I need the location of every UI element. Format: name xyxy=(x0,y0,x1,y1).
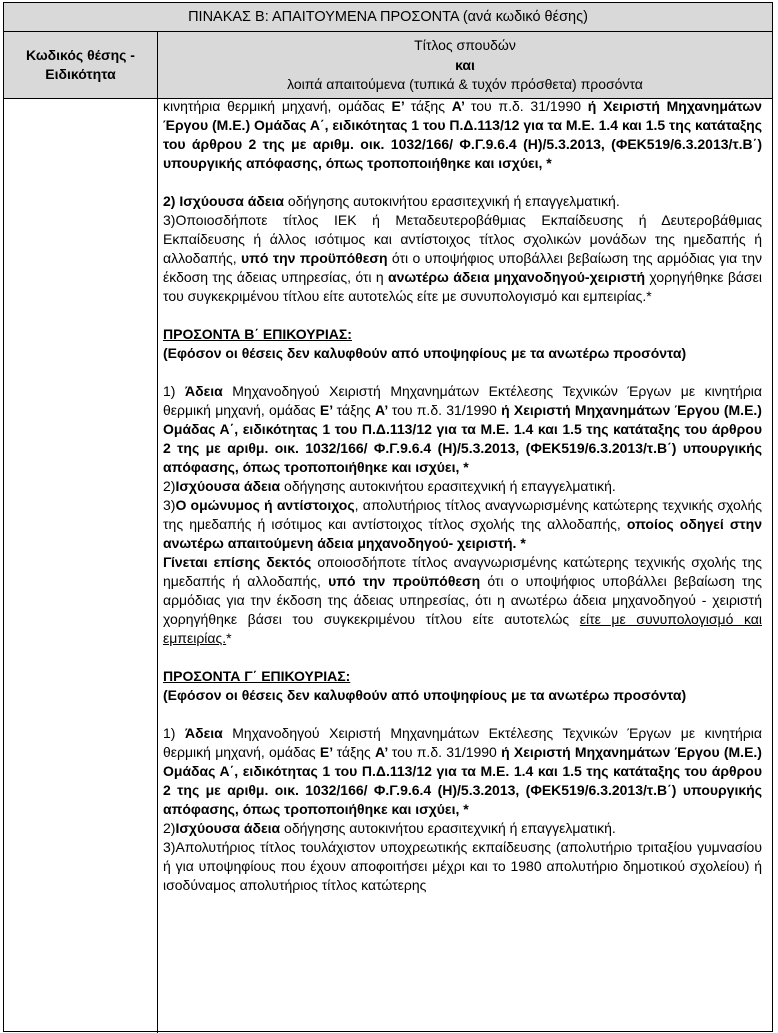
text-run: ή Χειριστή Μηχανημάτων Έργου (Μ.Ε.) Ομάδας Α΄, ειδικότητας 1 του Π.Δ.113/12 για τα Μ.Ε. 1.4 και 1.5 της κατάταξης του άρθρου 2 της με αριθμ. οικ. 1032/166/ Φ.Γ.9.6.4 (Η)/5.3.2013, (ΦΕΚ519/6.3.2013/τ.Β΄) υπουργικής απόφασης, όπως τροποποιήθηκε και ισχύει, * xyxy=(163,402,762,475)
paragraph-licence-continued xyxy=(163,97,762,173)
text-run: ή Χειριστή Μηχανημάτων Έργου (Μ.Ε.) Ομάδας Α΄, ειδικότητας 1 του Π.Δ.113/12 για τα Μ.Ε. 1.4 και 1.5 της κατάταξης του άρθρου 2 της με αριθμ. οικ. 1032/166/ Φ.Γ.9.6.4 (Η)/5.3.2013, (ΦΕΚ519/6.3.2013/τ.Β΄) υπουργικής απόφασης, όπως τροποποιήθηκε και ισχύει, * xyxy=(163,98,762,171)
text-run: ότι ο υποψήφιος υποβάλλει βεβαίωση της αρμόδιας για την έκδοση της άδειας υπηρεσίας, ότι η xyxy=(163,250,762,285)
text-run: 2) xyxy=(163,820,176,836)
text-run: Άδεια xyxy=(184,725,223,741)
b-item-1 xyxy=(163,382,762,477)
table-header-row xyxy=(4,32,772,99)
text-run: χορηγήθηκε βάσει του συγκεκριμένου τίτλου είτε αυτοτελώς είτε με συνυπολογισμό και εμπειρίας.* xyxy=(163,269,762,304)
text-run: Μηχανοδηγού Χειριστή Μηχανημάτων Εκτέλεσης Τεχνικών Έργων με κινητήρια θερμική μηχανή, ομάδας xyxy=(163,725,762,760)
text-run: 3) xyxy=(163,839,176,855)
section-heading-b: ΠΡΟΣΟΝΤΑ Β΄ ΕΠΙΚΟΥΡΙΑΣ: xyxy=(163,326,352,342)
header-line-1: Τίτλος σπουδών xyxy=(414,37,516,53)
text-run: τάξης xyxy=(336,402,376,418)
text-run: Ισχύουσα άδεια xyxy=(175,820,281,836)
header-line-2: και xyxy=(455,56,475,73)
column-header-position-code: Κωδικός θέσης - Ειδικότητα xyxy=(26,47,135,82)
c-item-3 xyxy=(163,838,762,895)
text-run: του π.δ. 31/1990 xyxy=(391,402,502,418)
paragraph-driving-licence xyxy=(163,192,762,211)
text-run: Ισχύουσα άδεια xyxy=(179,193,285,209)
text-run: οποίος οδηγεί στην ανωτέρω απαιτούμενη άδεια μηχανοδηγού- χειριστή. * xyxy=(163,516,763,551)
text-run: του π.δ. 31/1990 xyxy=(470,98,588,114)
b-item-3 xyxy=(163,496,762,553)
text-run: Ε’ xyxy=(319,402,337,418)
table-title: ΠΙΝΑΚΑΣ Β: ΑΠΑΙΤΟΥΜΕΝΑ ΠΡΟΣΟΝΤΑ (ανά κωδικό θέσης) xyxy=(4,3,772,32)
text-run: Α’ xyxy=(375,402,392,418)
c-item-2 xyxy=(163,819,762,838)
text-run: ανωτέρω άδεια μηχανοδηγού-χειριστή xyxy=(387,269,646,285)
text-run: ότι ο υποψήφιος υποβάλλει βεβαίωση της αρμόδιας για την έκδοση της άδειας υπηρεσίας, ότι η ανωτέρω άδεια μηχανοδηγού - χειριστή χορηγήθηκε βάσει του συγκεκριμένου τίτλου είτε αυτοτελώς xyxy=(163,573,762,627)
text-run: Ο ομώνυμος ή αντίστοιχος xyxy=(175,497,355,513)
text-run: * xyxy=(226,630,232,646)
text-run: τάξης xyxy=(410,98,452,114)
text-run: 1) xyxy=(163,725,185,741)
text-run: οδήγησης αυτοκινήτου ερασιτεχνική ή επαγγελματική. xyxy=(284,193,620,209)
text-run: οδήγησης αυτοκινήτου ερασιτεχνική ή επαγγελματική. xyxy=(280,478,616,494)
column-divider xyxy=(157,32,158,1033)
text-run: Μηχανοδηγού Χειριστή Μηχανημάτων Εκτέλεσης Τεχνικών Έργων με κινητήρια θερμική μηχανή, ομάδας xyxy=(163,383,762,418)
text-run: 2) xyxy=(163,478,176,494)
text-run: του π.δ. 31/1990 xyxy=(391,744,502,760)
text-run: Ε’ xyxy=(391,98,411,114)
b-item-4 xyxy=(163,553,762,648)
header-divider xyxy=(157,32,158,98)
text-run: 3)Οποιοσδήποτε τίτλος ΙΕΚ ή Μεταδευτεροβάθμιας Εκπαίδευσης ή Δευτεροβάθμιας Εκπαίδευσης ή άλλος ισότιμος και αντίστοιχος τίτλος σχολικών μονάδων της ημεδαπής ή αλλοδαπής, xyxy=(163,212,762,266)
text-run: Γίνεται επίσης δεκτός xyxy=(163,554,312,570)
c-item-1 xyxy=(163,724,762,819)
section-heading-c: ΠΡΟΣΟΝΤΑ Γ΄ ΕΠΙΚΟΥΡΙΑΣ: xyxy=(163,668,351,684)
text-run: Α’ xyxy=(451,98,471,114)
b-item-2 xyxy=(163,477,762,496)
header-line-3: λοιπά απαιτούμενα (τυπικά & τυχόν πρόσθετα) προσόντα xyxy=(287,76,643,92)
text-run: 3) xyxy=(163,497,176,513)
text-run: Ε’ xyxy=(319,744,337,760)
text-run: υπό την προϋπόθεση xyxy=(328,573,481,589)
text-run: 2) xyxy=(163,193,180,209)
text-run: οποιοσδήποτε τίτλος αναγνωρισμένης κατώτερης τεχνικής σχολής της ημεδαπής ή αλλοδαπής, xyxy=(163,554,762,589)
text-run: , απολυτήριος τίτλος αναγνωρισμένης κατώτερης τεχνικής σχολής της ημεδαπής ή ισότιμος και αντίστοιχος τίτλος σχολής της αλλοδαπής, xyxy=(163,497,762,532)
section-note-b: (Εφόσον οι θέσεις δεν καλυφθούν από υποψηφίους με τα ανωτέρω προσόντα) xyxy=(163,345,687,361)
column-header-qualifications xyxy=(158,36,772,95)
text-run: Απολυτήριος τίτλος τουλάχιστον υποχρεωτικής εκπαίδευσης (απολυτήριο τριταξίου γυμνασίου ή για υποψηφίους που έχουν αποφοιτήσει μέχρι και το 1980 απολυτήριο δημοτικού σχολείου) ή ισοδύναμος απολυτήριος τίτλος κατώτερης xyxy=(163,839,762,893)
paragraph-iek-title xyxy=(163,211,762,306)
text-run: τάξης xyxy=(336,744,376,760)
text-run: κινητήρια θερμική μηχανή, ομάδας xyxy=(163,98,392,114)
text-run: 1) xyxy=(163,383,185,399)
qualifications-cell xyxy=(163,97,762,895)
text-run: Α’ xyxy=(375,744,392,760)
text-run: Άδεια xyxy=(184,383,223,399)
text-run: υπό την προϋπόθεση xyxy=(241,250,388,266)
text-run: ή Χειριστή Μηχανημάτων Έργου (Μ.Ε.) Ομάδας Α΄, ειδικότητας 1 του Π.Δ.113/12 για τα Μ.Ε. 1.4 και 1.5 της κατάταξης του άρθρου 2 της με αριθμ. οικ. 1032/166/ Φ.Γ.9.6.4 (Η)/5.3.2013, (ΦΕΚ519/6.3.2013/τ.Β΄) υπουργικής απόφασης, όπως τροποποιήθηκε και ισχύει, * xyxy=(163,744,762,817)
text-run: οδήγησης αυτοκινήτου ερασιτεχνική ή επαγγελματική. xyxy=(280,820,616,836)
text-run: Ισχύουσα άδεια xyxy=(175,478,281,494)
text-run: είτε με συνυπολογισμό και εμπειρίας. xyxy=(163,611,763,646)
section-note-c: (Εφόσον οι θέσεις δεν καλυφθούν από υποψηφίους με τα ανωτέρω προσόντα) xyxy=(163,687,687,703)
